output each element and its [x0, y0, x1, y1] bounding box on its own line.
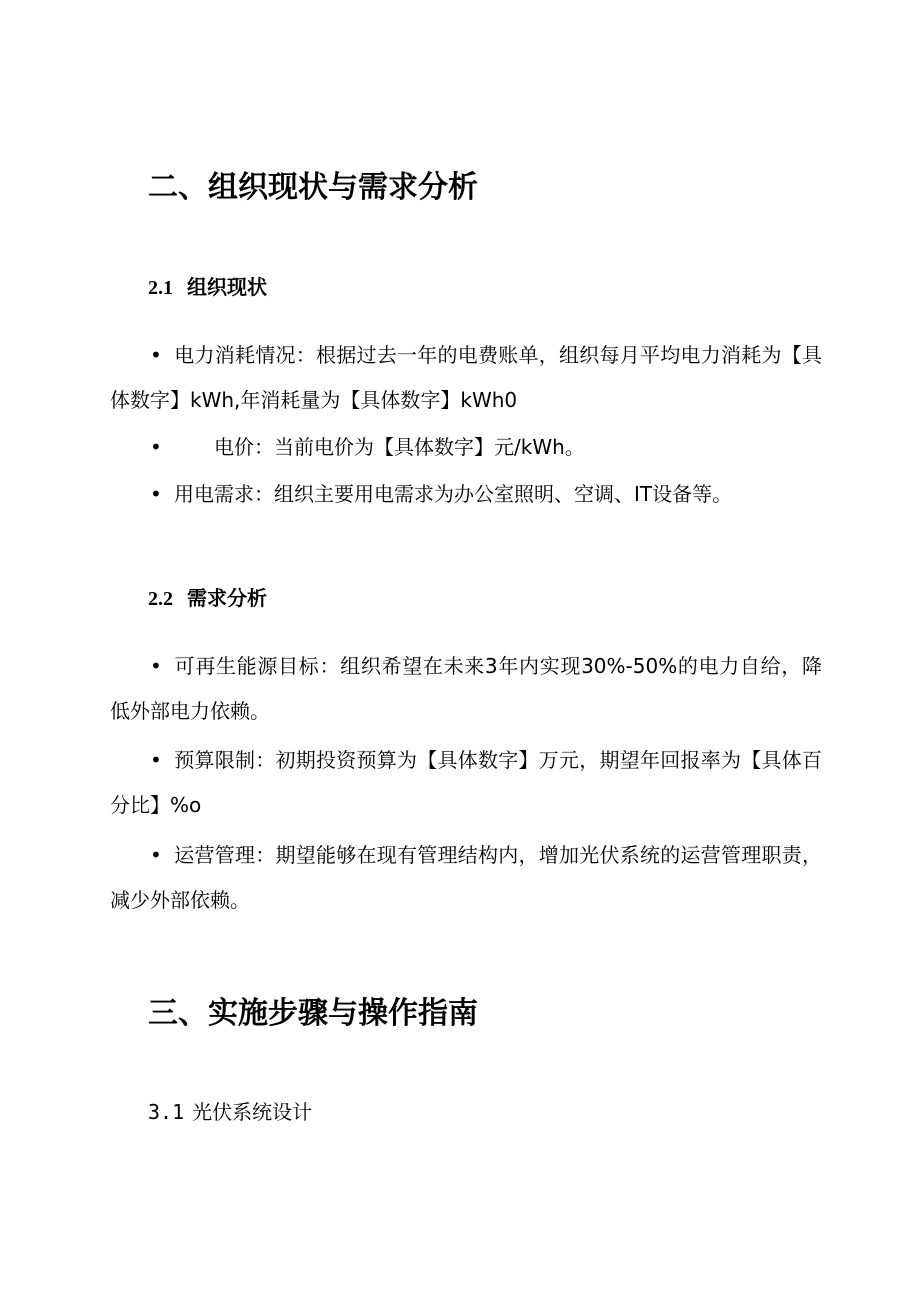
bullet-icon: • — [150, 343, 162, 367]
list-item-text: 预算限制：初期投资预算为【具体数字】万元，期望年回报率为【具体百分比】%o — [110, 748, 822, 817]
list-item-text: 电价：当前电价为【具体数字】元/kWh。 — [214, 435, 585, 459]
bullet-icon: • — [150, 843, 162, 867]
subsection-heading-2-2 — [148, 584, 267, 613]
subsection-title: 组织现状 — [187, 275, 267, 299]
subsection-heading-2-1 — [148, 273, 267, 302]
bullet-icon: • — [150, 482, 162, 506]
subsection-title: 光伏系统设计 — [192, 1100, 313, 1124]
subsection-number: 2.2 — [148, 588, 173, 610]
list-item — [110, 472, 822, 517]
subsection-number: 3.1 — [148, 1100, 185, 1124]
bullet-icon: • — [150, 654, 162, 678]
bullet-icon: • — [150, 435, 162, 459]
bullet-icon: • — [150, 748, 162, 772]
list-item-text: 电力消耗情况：根据过去一年的电费账单，组织每月平均电力消耗为【具体数字】kWh,年消耗量为【具体数字】kWh0 — [110, 343, 822, 412]
list-item-text: 用电需求：组织主要用电需求为办公室照明、空调、IT设备等。 — [174, 482, 733, 506]
section-heading-3: 三、实施步骤与操作指南 — [148, 996, 478, 1031]
list-item — [110, 644, 822, 734]
list-item-text: 可再生能源目标：组织希望在未来3年内实现30%-50%的电力自给，降低外部电力依赖。 — [110, 654, 822, 723]
list-item-text: 运营管理：期望能够在现有管理结构内，增加光伏系统的运营管理职责，减少外部依赖。 — [110, 843, 822, 912]
section-heading-2: 二、组织现状与需求分析 — [148, 170, 478, 205]
list-item — [110, 333, 822, 423]
subsection-title: 需求分析 — [187, 586, 267, 610]
subsection-heading-3-1 — [148, 1098, 312, 1126]
list-item — [110, 425, 822, 470]
subsection-number: 2.1 — [148, 277, 173, 299]
list-item — [110, 833, 822, 923]
list-item — [110, 738, 822, 828]
